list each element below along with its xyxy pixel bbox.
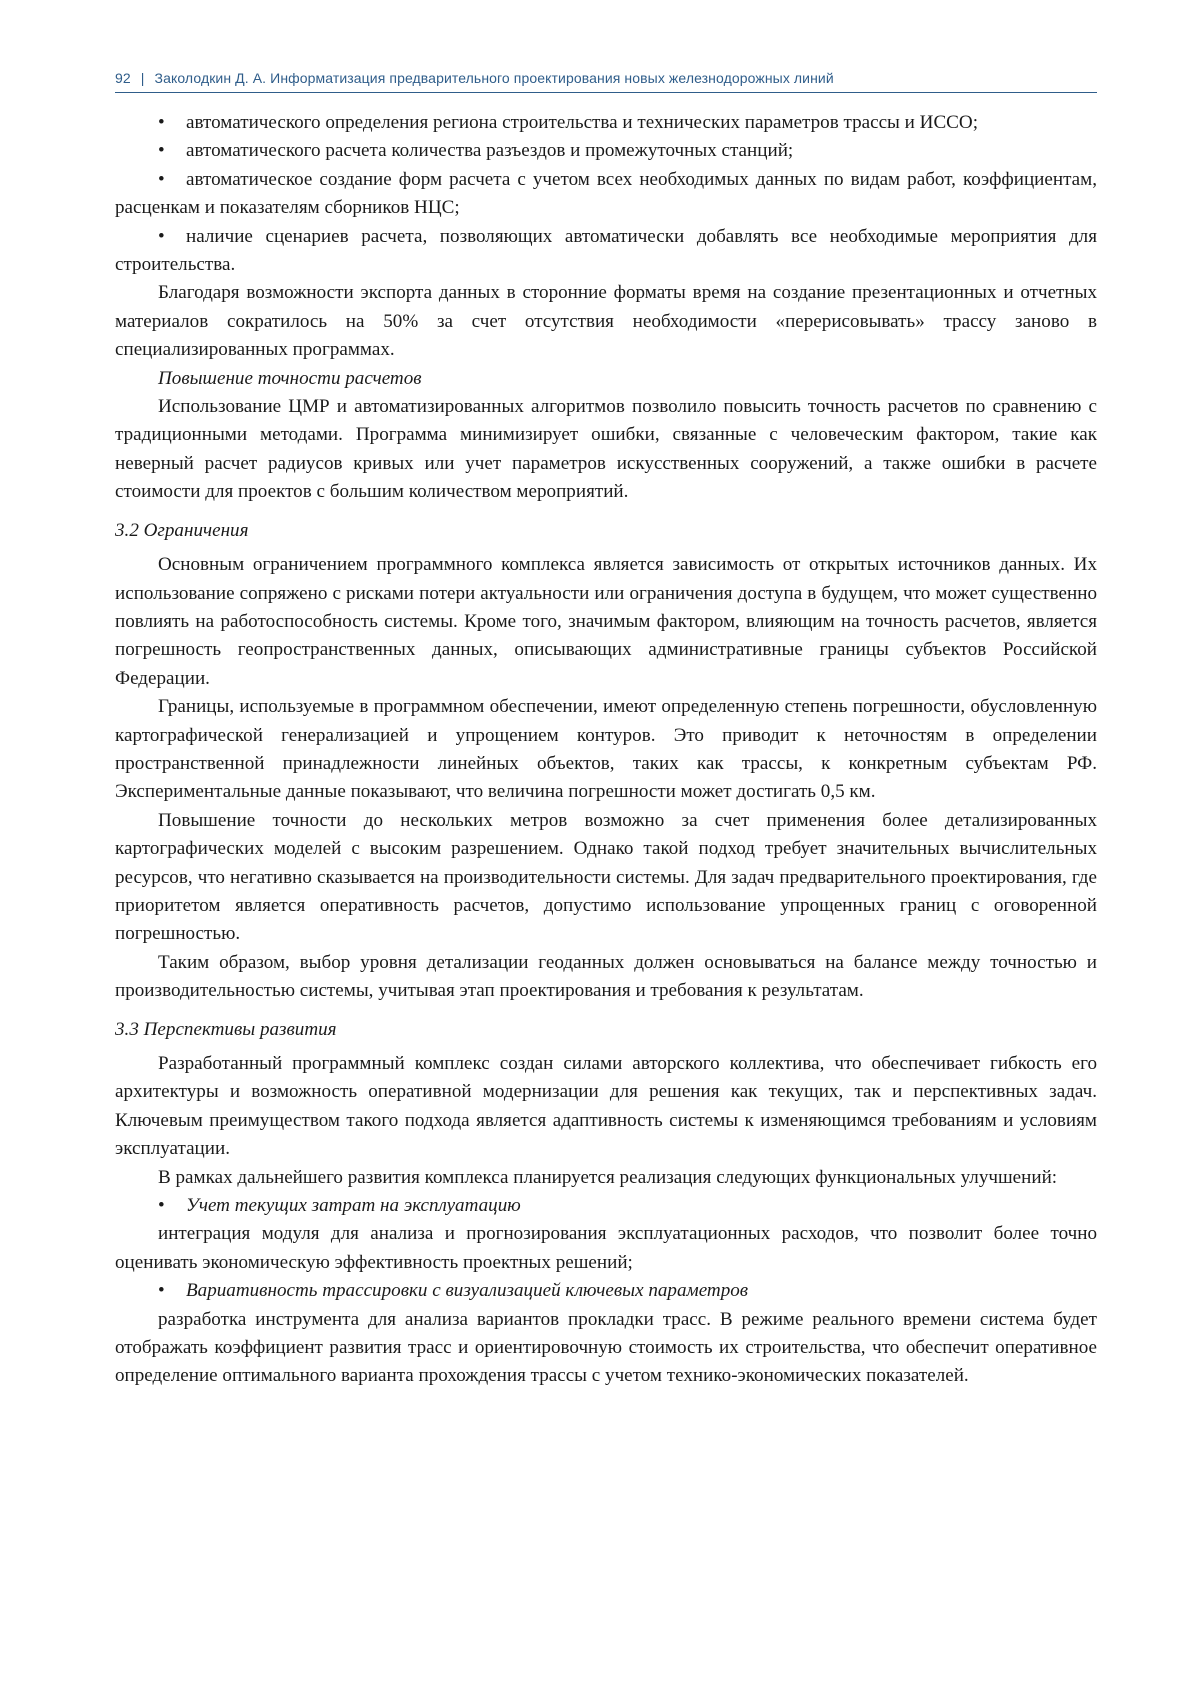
bullet-item-description: интеграция модуля для анализа и прогнозирования эксплуатационных расходов, что позволит более точно оценивать экономическую эффективность проектных решений; [115,1223,1097,1273]
paragraph: Повышение точности до нескольких метров возможно за счет применения более детализированных картографических моделей с высоким разрешением. Однако такой подход требует значительных вычислительных ресурсов, что негативно сказывается на производительности системы. Для задач предварительного проектирования, где приоритетом является оперативность расчетов, допустимо использование упрощенных границ с оговоренной погрешностью. [115,809,1097,945]
header-separator: | [140,70,145,86]
bullet-item [115,109,1097,137]
bullet-text: автоматического определения региона строительства и технических параметров трассы и ИССО; [186,112,979,133]
bullet-title: Вариативность трассировки с визуализацией ключевых параметров [186,1280,749,1302]
bullet-icon: • [158,1280,165,1302]
running-header [115,70,1097,93]
bullet-icon: • [158,168,165,190]
paragraph: В рамках дальнейшего развития комплекса планируется реализация следующих функциональных улучшений: [158,1166,1058,1188]
bullet-icon: • [158,112,165,133]
paragraph: Таким образом, выбор уровня детализации геоданных должен основываться на балансе между точностью и производительностью системы, учитывая этап проектирования и требования к результатам. [115,951,1097,1002]
bullet-text: автоматическое создание форм расчета с учетом всех необходимых данных по видам работ, коэффициентам, расценкам и показателям сборников НЦС; [115,168,1097,219]
subheading-accuracy: Повышение точности расчетов [158,367,422,389]
paragraph: Границы, используемые в программном обеспечении, имеют определенную степень погрешности, обусловленную картографической генерализацией и упрощением контуров. Это приводит к неточностям в определении пространственной принадлежности линейных объектов, таких как трассы, к конкретным субъектам РФ. Экспериментальные данные показывают, что величина погрешности может достигать 0,5 км. [115,696,1097,803]
paragraph-accuracy: Использование ЦМР и автоматизированных алгоритмов позволило повысить точность расчетов по сравнению с традиционными методами. Программа минимизирует ошибки, связанные с человеческим фактором, такие как неверный расчет радиусов кривых или учет параметров искусственных сооружений, а также ошибки в расчете стоимости для проектов с большим количеством мероприятий. [115,396,1097,503]
paragraph-export: Благодаря возможности экспорта данных в сторонние форматы время на создание презентационных и отчетных материалов сократилось на 50% за счет отсутствия необходимости «перерисовывать» трассу заново в специализированных программах. [115,282,1097,361]
section-heading-3-3: 3.3 Перспективы развития [115,1018,337,1040]
bullet-item [115,166,1097,223]
bullet-text: автоматического расчета количества разъездов и промежуточных станций; [186,140,794,162]
bullet-item [115,137,1097,165]
bullet-icon: • [158,225,165,247]
section-heading-3-2: 3.2 Ограничения [115,519,249,541]
bullet-item-title [115,1277,1097,1305]
paragraph: Разработанный программный комплекс создан силами авторского коллектива, что обеспечивает гибкость его архитектуры и возможность оперативной модернизации для решения как текущих, так и перспективных задач. Ключевым преимуществом такого подхода является адаптивность системы к изменяющимся требованиям и условиям эксплуатации. [115,1053,1097,1160]
bullet-item [115,223,1097,280]
paragraph: Основным ограничением программного комплекса является зависимость от открытых источников данных. Их использование сопряжено с рисками потери актуальности или ограничения доступа в будущем, что может существенно повлиять на работоспособность системы. Кроме того, значимым фактором, влияющим на точность расчетов, является погрешность геопространственных данных, описывающих административные границы субъектов Российской Федерации. [115,554,1097,689]
bullet-icon: • [158,1195,165,1217]
bullet-text: наличие сценариев расчета, позволяющих автоматически добавлять все необходимые мероприятия для строительства. [115,225,1097,276]
bullet-item-title [115,1192,1097,1220]
page-body [115,109,1097,1391]
bullet-title: Учет текущих затрат на эксплуатацию [186,1195,521,1217]
bullet-item-description: разработка инструмента для анализа вариантов прокладки трасс. В режиме реального времени система будет отображать коэффициент развития трасс и ориентировочную стоимость их строительства, что обеспечит оперативное определение оптимального варианта прохождения трассы с учетом технико-экономических показателей. [115,1308,1097,1387]
header-title: Заколодкин Д. А. Информатизация предварительного проектирования новых железнодорожных линий [154,70,834,86]
page-number: 92 [115,70,131,86]
bullet-icon: • [158,140,165,162]
